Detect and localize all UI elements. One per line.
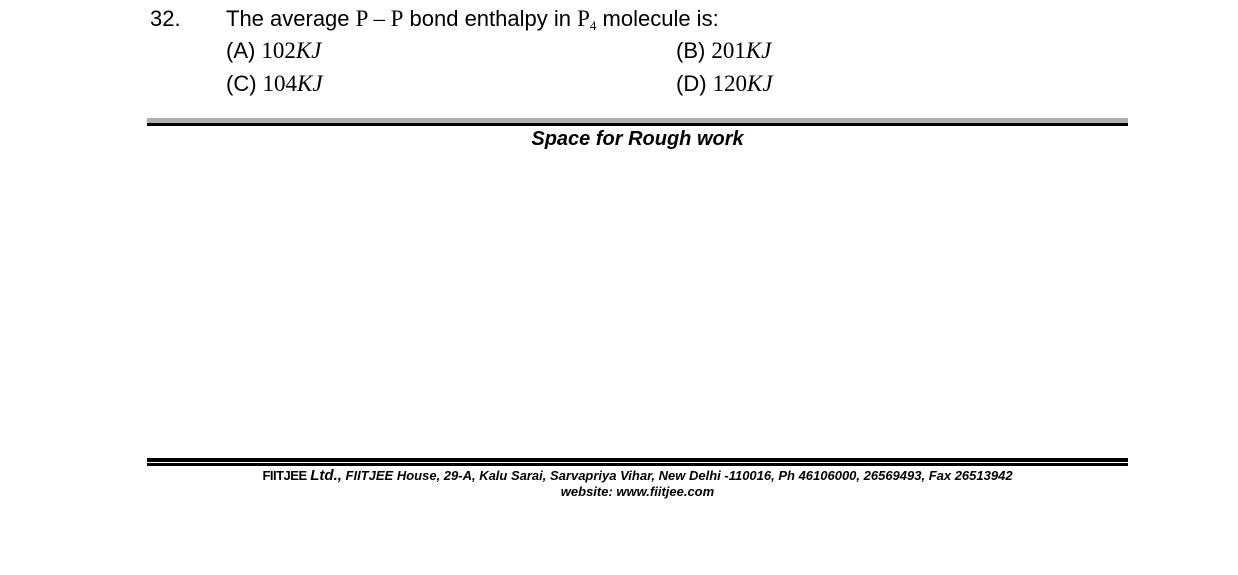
option-a-unit: KJ bbox=[295, 38, 322, 63]
rough-work-heading: Space for Rough work bbox=[531, 128, 744, 150]
option-c[interactable] bbox=[226, 67, 323, 100]
option-a-value: 102 bbox=[261, 38, 296, 63]
option-b[interactable] bbox=[676, 34, 771, 67]
option-d-label: (D) bbox=[676, 71, 707, 96]
option-b-value: 201 bbox=[711, 38, 746, 63]
question-text-before: The average bbox=[226, 6, 350, 31]
option-d[interactable] bbox=[676, 67, 773, 100]
footer-brand: FIITJEE bbox=[262, 468, 307, 483]
options-row-1 bbox=[148, 34, 1148, 67]
option-a[interactable] bbox=[226, 34, 321, 67]
option-a-label: (A) bbox=[226, 38, 256, 63]
question-block bbox=[148, 4, 1148, 100]
molecule-subscript: 4 bbox=[589, 18, 597, 33]
footer-divider bbox=[147, 458, 1128, 466]
option-d-value: 120 bbox=[712, 71, 748, 96]
molecule-base: P bbox=[577, 6, 590, 31]
footer-address: FIITJEE House, 29-A, Kalu Sarai, Sarvapriya Vihar, New Delhi -110016, Ph 46106000, 26569493, Fax 26513942 bbox=[345, 468, 1013, 483]
footer-website[interactable]: website: www.fiitjee.com bbox=[560, 484, 715, 499]
option-c-label: (C) bbox=[226, 71, 257, 96]
top-divider bbox=[147, 118, 1128, 126]
footer bbox=[147, 468, 1128, 500]
option-c-value: 104 bbox=[262, 71, 298, 96]
option-b-label: (B) bbox=[676, 38, 706, 63]
option-d-unit: KJ bbox=[747, 71, 773, 96]
bond-formula: P – P bbox=[355, 6, 404, 31]
question-text-middle: bond enthalpy in bbox=[409, 6, 571, 31]
options-row-2 bbox=[148, 67, 1148, 100]
question-number: 32. bbox=[150, 6, 181, 31]
question-row bbox=[148, 4, 1148, 34]
question-text-after: molecule is: bbox=[602, 6, 719, 31]
footer-address-line bbox=[147, 468, 1128, 484]
footer-ltd: Ltd., bbox=[310, 467, 342, 484]
option-b-unit: KJ bbox=[745, 38, 772, 63]
option-c-unit: KJ bbox=[297, 71, 323, 96]
